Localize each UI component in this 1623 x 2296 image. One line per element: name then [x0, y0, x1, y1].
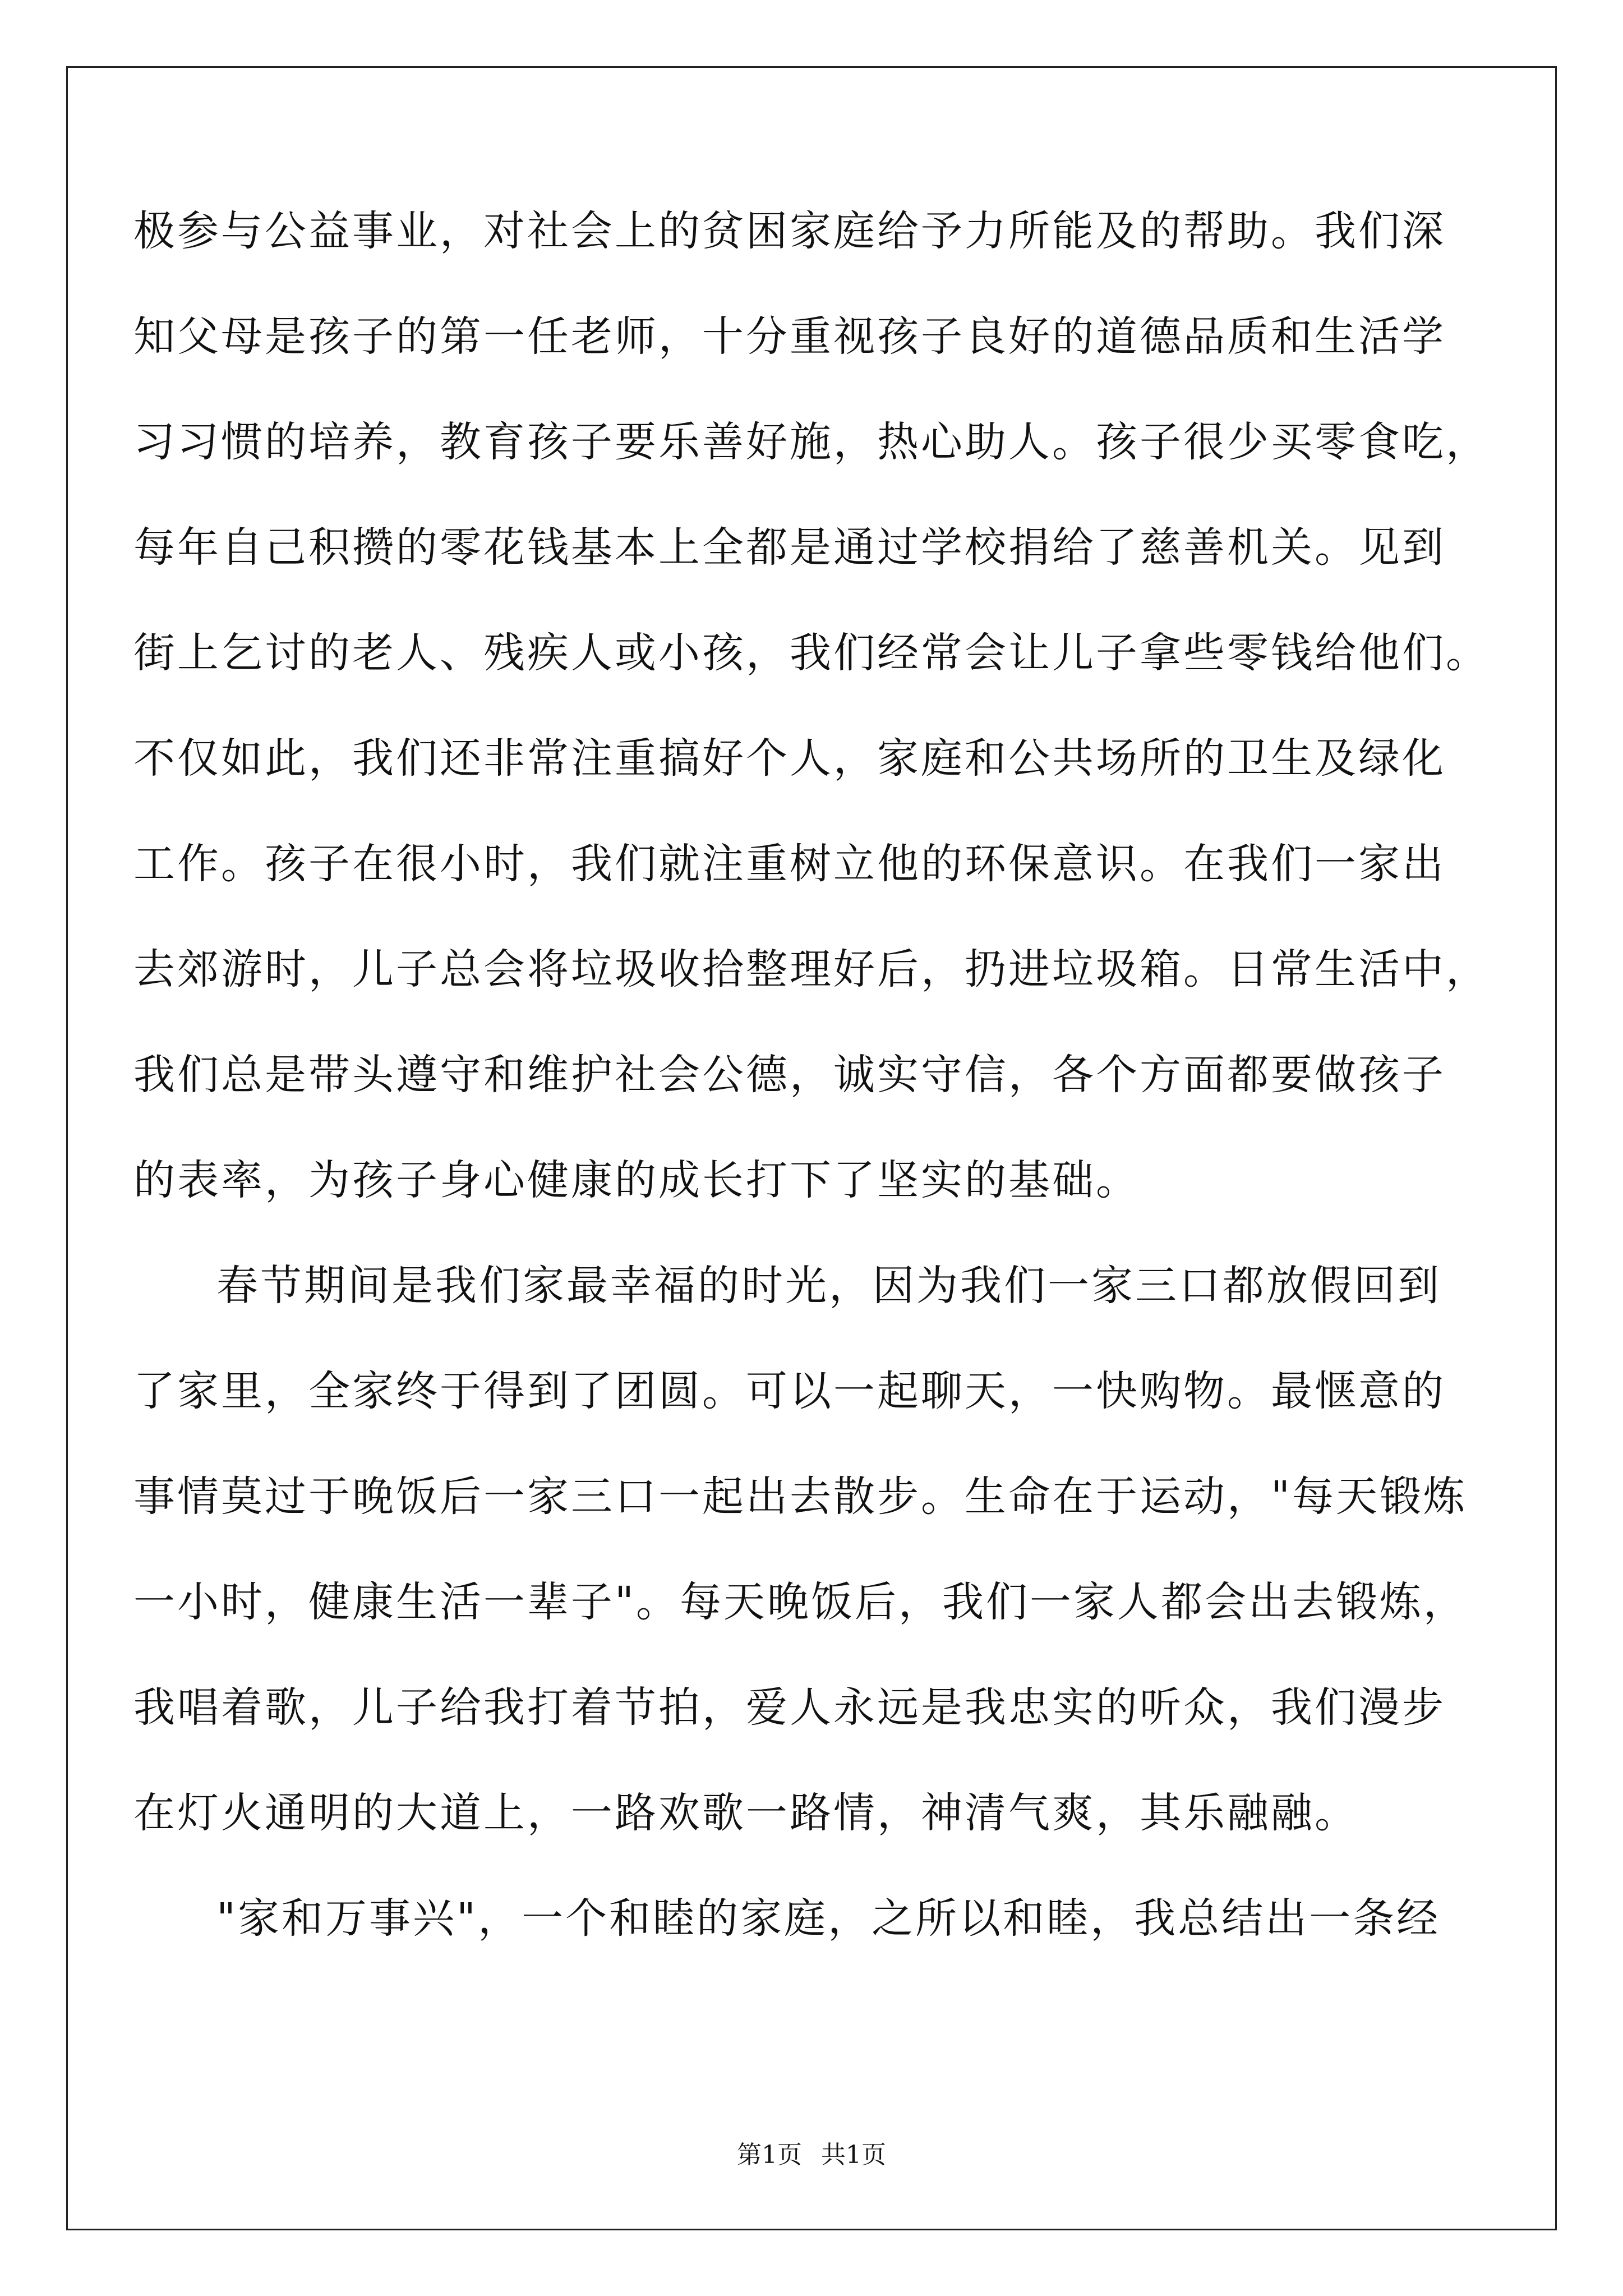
text-line: 在灯火通明的大道上，一路欢歌一路情，神清气爽，其乐融融。	[133, 1789, 1358, 1837]
page-footer	[0, 2143, 1623, 2168]
text-line: 习习惯的培养，教育孩子要乐善好施，热心助人。孩子很少买零食吃，	[133, 418, 1490, 466]
text-line: 一小时，健康生活一辈子"。每天晚饭后，我们一家人都会出去锻炼，	[133, 1578, 1468, 1626]
text-line: 工作。孩子在很小时，我们就注重树立他的环保意识。在我们一家出	[133, 840, 1446, 888]
text-line: 我唱着歌，儿子给我打着节拍，爱人永远是我忠实的听众，我们漫步	[133, 1683, 1446, 1732]
text-line: 了家里，全家终于得到了团圆。可以一起聊天，一快购物。最惬意的	[133, 1367, 1446, 1415]
text-line: 街上乞讨的老人、残疾人或小孩，我们经常会让儿子拿些零钱给他们。	[133, 629, 1490, 677]
page-number: 第1页	[737, 2141, 802, 2169]
paragraph-first-line: 春节期间是我们家最幸福的时光，因为我们一家三口都放假回到	[216, 1262, 1441, 1310]
text-line: 我们总是带头遵守和维护社会公德，诚实守信，各个方面都要做孩子	[133, 1051, 1446, 1099]
text-line: 不仅如此，我们还非常注重搞好个人，家庭和公共场所的卫生及绿化	[133, 734, 1446, 783]
document-body	[133, 207, 1490, 2003]
page-total: 共1页	[821, 2141, 886, 2169]
text-line: 去郊游时，儿子总会将垃圾收拾整理好后，扔进垃圾箱。日常生活中，	[133, 945, 1490, 993]
text-line: 知父母是孩子的第一任老师，十分重视孩子良好的道德品质和生活学	[133, 312, 1446, 361]
text-line: 的表率，为孩子身心健康的成长打下了坚实的基础。	[133, 1156, 1140, 1204]
text-line: 极参与公益事业，对社会上的贫困家庭给予力所能及的帮助。我们深	[133, 207, 1446, 255]
text-line: 事情莫过于晚饭后一家三口一起出去散步。生命在于运动，"每天锻炼	[133, 1473, 1468, 1521]
text-line: 每年自己积攒的零花钱基本上全都是通过学校捐给了慈善机关。见到	[133, 523, 1446, 572]
paragraph-first-line: "家和万事兴"，一个和睦的家庭，之所以和睦，我总结出一条经	[216, 1894, 1441, 1943]
